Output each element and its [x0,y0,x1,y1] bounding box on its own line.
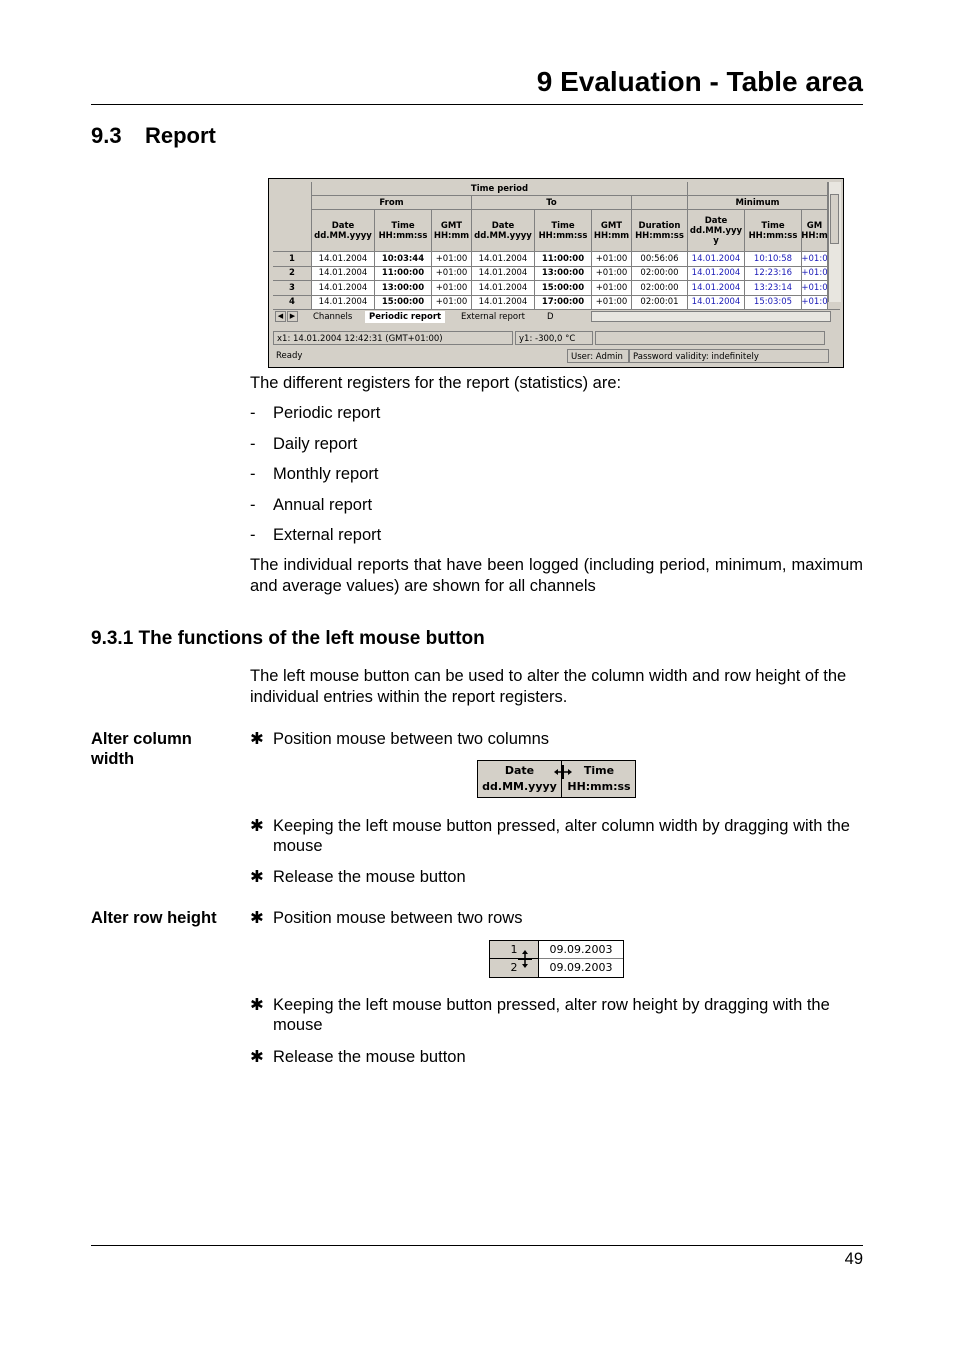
section-title: Report [145,123,216,148]
list-item-label: Monthly report [273,465,379,483]
scroll-thumb[interactable] [830,194,839,244]
cursor-status-bar [273,331,840,345]
demo-row2-value: 09.09.2003 [539,959,623,977]
table-cell[interactable]: 10:03:44 [375,252,432,267]
row-resize-cursor-icon [517,950,533,968]
dash-marker: - [250,404,256,422]
report-screenshot [268,178,844,368]
demo-time-header: Time HH:mm:ss [567,764,631,793]
table-cell[interactable]: 14.01.2004 [688,267,745,282]
table-cell[interactable]: 02:00:01 [632,296,688,311]
table-cell[interactable]: +01:00 [592,281,632,296]
group-minimum: Minimum [688,196,828,210]
col-header-duration[interactable]: Duration HH:mm:ss [632,210,688,252]
dash-marker: - [250,526,256,544]
status-ready: Ready [276,351,303,361]
horizontal-scrollbar[interactable] [591,311,831,322]
table-cell[interactable]: 14.01.2004 [312,281,375,296]
status-password: Password validity: indefinitely [629,349,829,363]
mouse-intro-text: The left mouse button can be used to alter the column width and row height of the individual entries within the report registers. [250,667,847,706]
tab-next-icon[interactable]: ▶ [287,311,298,322]
row-resize-demo [489,940,624,978]
dash-marker: - [250,495,256,514]
table-cell[interactable]: +01:00 [592,252,632,267]
table-cell[interactable]: 14.01.2004 [312,267,375,282]
group-to: To [472,196,632,210]
register-tabs [273,309,840,324]
bullet-icon: ✱ [250,730,264,748]
footer-rule [91,1245,863,1246]
header-rule [91,104,863,105]
corner-cell [273,182,312,252]
status-y: y1: -300,0 °C [515,331,593,345]
row-number[interactable]: 3 [273,281,312,296]
tab-external-report[interactable]: External report [461,312,525,322]
table-cell[interactable]: 12:23:16 [745,267,802,282]
status-user: User: Admin [567,349,629,363]
col-header-to-time[interactable]: Time HH:mm:ss [535,210,592,252]
column-resize-cursor-icon [554,764,572,780]
tab-channels[interactable]: Channels [313,312,353,322]
app-status-bar [273,349,840,363]
table-cell[interactable]: 14.01.2004 [688,296,745,311]
table-cell[interactable]: 02:00:00 [632,267,688,282]
column-resize-demo [477,760,636,798]
table-cell[interactable]: +01:0 [802,296,828,311]
list-item-label: Daily report [273,434,358,453]
section-number: 9.3 [91,123,122,148]
table-cell[interactable]: 02:00:00 [632,281,688,296]
status-x: x1: 14.01.2004 12:42:31 (GMT+01:00) [273,331,513,345]
table-cell[interactable]: +01:00 [432,281,472,296]
summary-text: The individual reports that have been logged (including period, minimum, maximum and average values) are shown for all channels [250,556,863,595]
table-cell[interactable]: 14.01.2004 [312,252,375,267]
section-heading [91,123,216,149]
table-cell[interactable]: +01:00 [592,267,632,282]
table-cell[interactable]: 13:23:14 [745,281,802,296]
row-number[interactable]: 1 [273,252,312,267]
demo-date-header: Date dd.MM.yyyy [478,761,562,797]
table-cell[interactable]: +01:00 [432,267,472,282]
demo-row1-value: 09.09.2003 [539,941,623,959]
col-header-to-gmt[interactable]: GMT HH:mm [592,210,632,252]
table-cell[interactable]: +01:0 [802,252,828,267]
table-cell[interactable]: 14.01.2004 [688,252,745,267]
group-minimum-top [688,182,828,196]
table-cell[interactable]: 17:00:00 [535,296,592,311]
tab-prev-icon[interactable]: ◀ [275,311,286,322]
table-cell[interactable]: 11:00:00 [375,267,432,282]
table-cell[interactable]: 11:00:00 [535,252,592,267]
demo-row2-header: 2 [490,959,539,977]
table-cell[interactable]: 13:00:00 [375,281,432,296]
col-header-min-time[interactable]: Time HH:mm:ss [745,210,802,252]
list-item-label: Annual report [273,495,373,514]
table-cell[interactable]: 14.01.2004 [472,252,535,267]
col-header-from-date[interactable]: Date dd.MM.yyyy [312,210,375,252]
chapter-title: 9 Evaluation - Table area [536,66,863,97]
table-cell[interactable]: +01:00 [432,252,472,267]
row-number[interactable]: 4 [273,296,312,311]
table-cell[interactable]: 14.01.2004 [472,267,535,282]
list-item-label: External report [273,526,382,544]
table-cell[interactable]: 14.01.2004 [472,281,535,296]
table-cell[interactable]: 14.01.2004 [472,296,535,311]
list-item-label: Periodic report [273,404,381,422]
page-number: 49 [844,1250,863,1268]
dash-marker: - [250,465,256,483]
group-time-period: Time period [312,182,688,196]
status-empty [595,331,825,345]
demo-row1-header: 1 [490,941,539,959]
table-cell[interactable]: 10:10:58 [745,252,802,267]
tab-periodic-report[interactable]: Periodic report [365,311,445,323]
col-header-from-time[interactable]: Time HH:mm:ss [375,210,432,252]
table-cell[interactable]: +01:0 [802,281,828,296]
group-from: From [312,196,472,210]
report-grid [273,182,828,308]
table-cell[interactable]: +01:00 [432,296,472,311]
col-header-from-gmt[interactable]: GMT HH:mm [432,210,472,252]
table-cell[interactable]: 14.01.2004 [312,296,375,311]
col-width-label: Alter column width [91,730,192,768]
table-cell[interactable]: 14.01.2004 [688,281,745,296]
table-cell[interactable]: 15:00:00 [535,281,592,296]
tab-d[interactable]: D [547,312,554,322]
group-blank [632,196,688,210]
table-cell[interactable]: 13:00:00 [535,267,592,282]
intro-text: The different registers for the report (statistics) are: [250,374,622,392]
subsection-heading: 9.3.1 The functions of the left mouse button [91,628,485,649]
row-height-label: Alter row height [91,909,217,927]
col-header-min-date[interactable]: Date dd.MM.yyy y [688,210,745,252]
col-header-to-date[interactable]: Date dd.MM.yyyy [472,210,535,252]
vertical-scrollbar[interactable] [828,182,841,302]
table-cell[interactable]: 15:03:05 [745,296,802,311]
row-number[interactable]: 2 [273,267,312,282]
table-cell[interactable]: 15:00:00 [375,296,432,311]
table-cell[interactable]: +01:0 [802,267,828,282]
dash-marker: - [250,434,256,453]
table-cell[interactable]: +01:00 [592,296,632,311]
table-cell[interactable]: 00:56:06 [632,252,688,267]
col-header-min-gmt[interactable]: GM HH:m [802,210,828,252]
